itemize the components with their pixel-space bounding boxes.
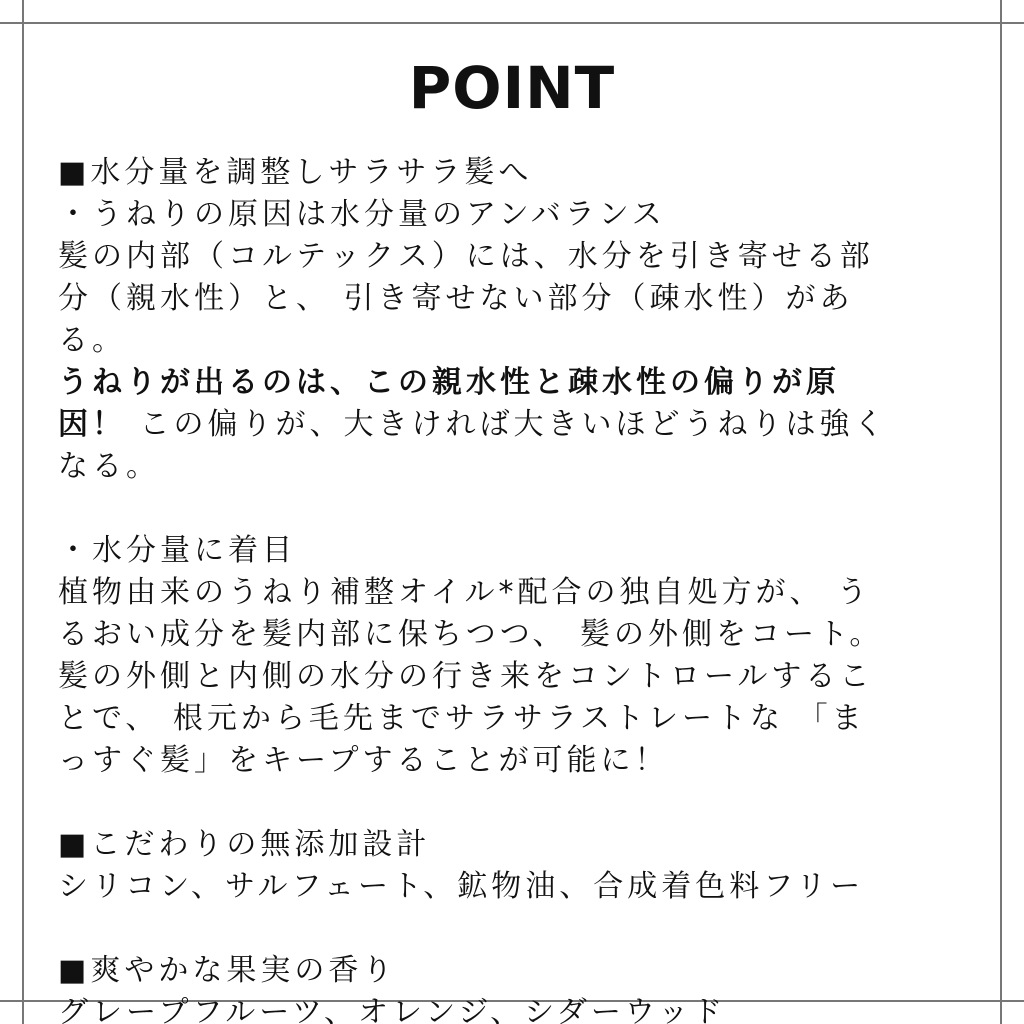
emphasis-text: 因！ — [58, 407, 126, 442]
right-border-line — [1000, 0, 1002, 1024]
subheading-moisture-focus: ・水分量に着目 — [58, 533, 296, 568]
paragraph-line: 分（親水性）と、 引き寄せない部分（疎水性）があ — [58, 281, 854, 316]
emphasis-line: うねりが出るのは、この親水性と疎水性の偏りが原 — [58, 365, 840, 400]
additive-free-text: シリコン、サルフェート、鉱物油、合成着色料フリー — [58, 869, 865, 904]
spacer — [58, 782, 978, 824]
section-heading-moisture: ■水分量を調整しサラサラ髪へ — [58, 155, 533, 190]
description-body — [58, 152, 978, 1024]
paragraph-line: 植物由来のうねり補整オイル*配合の独自処方が、 う — [58, 575, 872, 610]
spacer — [58, 488, 978, 530]
paragraph-text: この偏りが、大きければ大きいほどうねりは強く — [126, 407, 888, 442]
section-heading-additive-free: ■こだわりの無添加設計 — [58, 827, 431, 862]
mixed-line — [58, 404, 978, 446]
page-title: POINT — [408, 54, 616, 122]
paragraph-line: とで、 根元から毛先までサラサラストレートな 「ま — [58, 701, 866, 736]
paragraph-line: なる。 — [58, 449, 160, 484]
paragraph-line: っすぐ髪」をキープすることが可能に！ — [58, 743, 669, 778]
top-border-line — [0, 22, 1024, 24]
section-heading-fragrance: ■爽やかな果実の香り — [58, 953, 397, 988]
paragraph-line: 髪の外側と内側の水分の行き来をコントロールするこ — [58, 659, 874, 694]
spacer — [58, 908, 978, 950]
subheading-cause: ・うねりの原因は水分量のアンバランス — [58, 197, 666, 232]
left-border-line — [22, 0, 24, 1024]
fragrance-text: グレープフルーツ、オレンジ、シダーウッド — [58, 995, 727, 1024]
paragraph-line: 髪の内部（コルテックス）には、水分を引き寄せる部 — [58, 239, 874, 274]
paragraph-line: る。 — [58, 323, 126, 358]
paragraph-line: るおい成分を髪内部に保ちつつ、 髪の外側をコート。 — [58, 617, 884, 652]
